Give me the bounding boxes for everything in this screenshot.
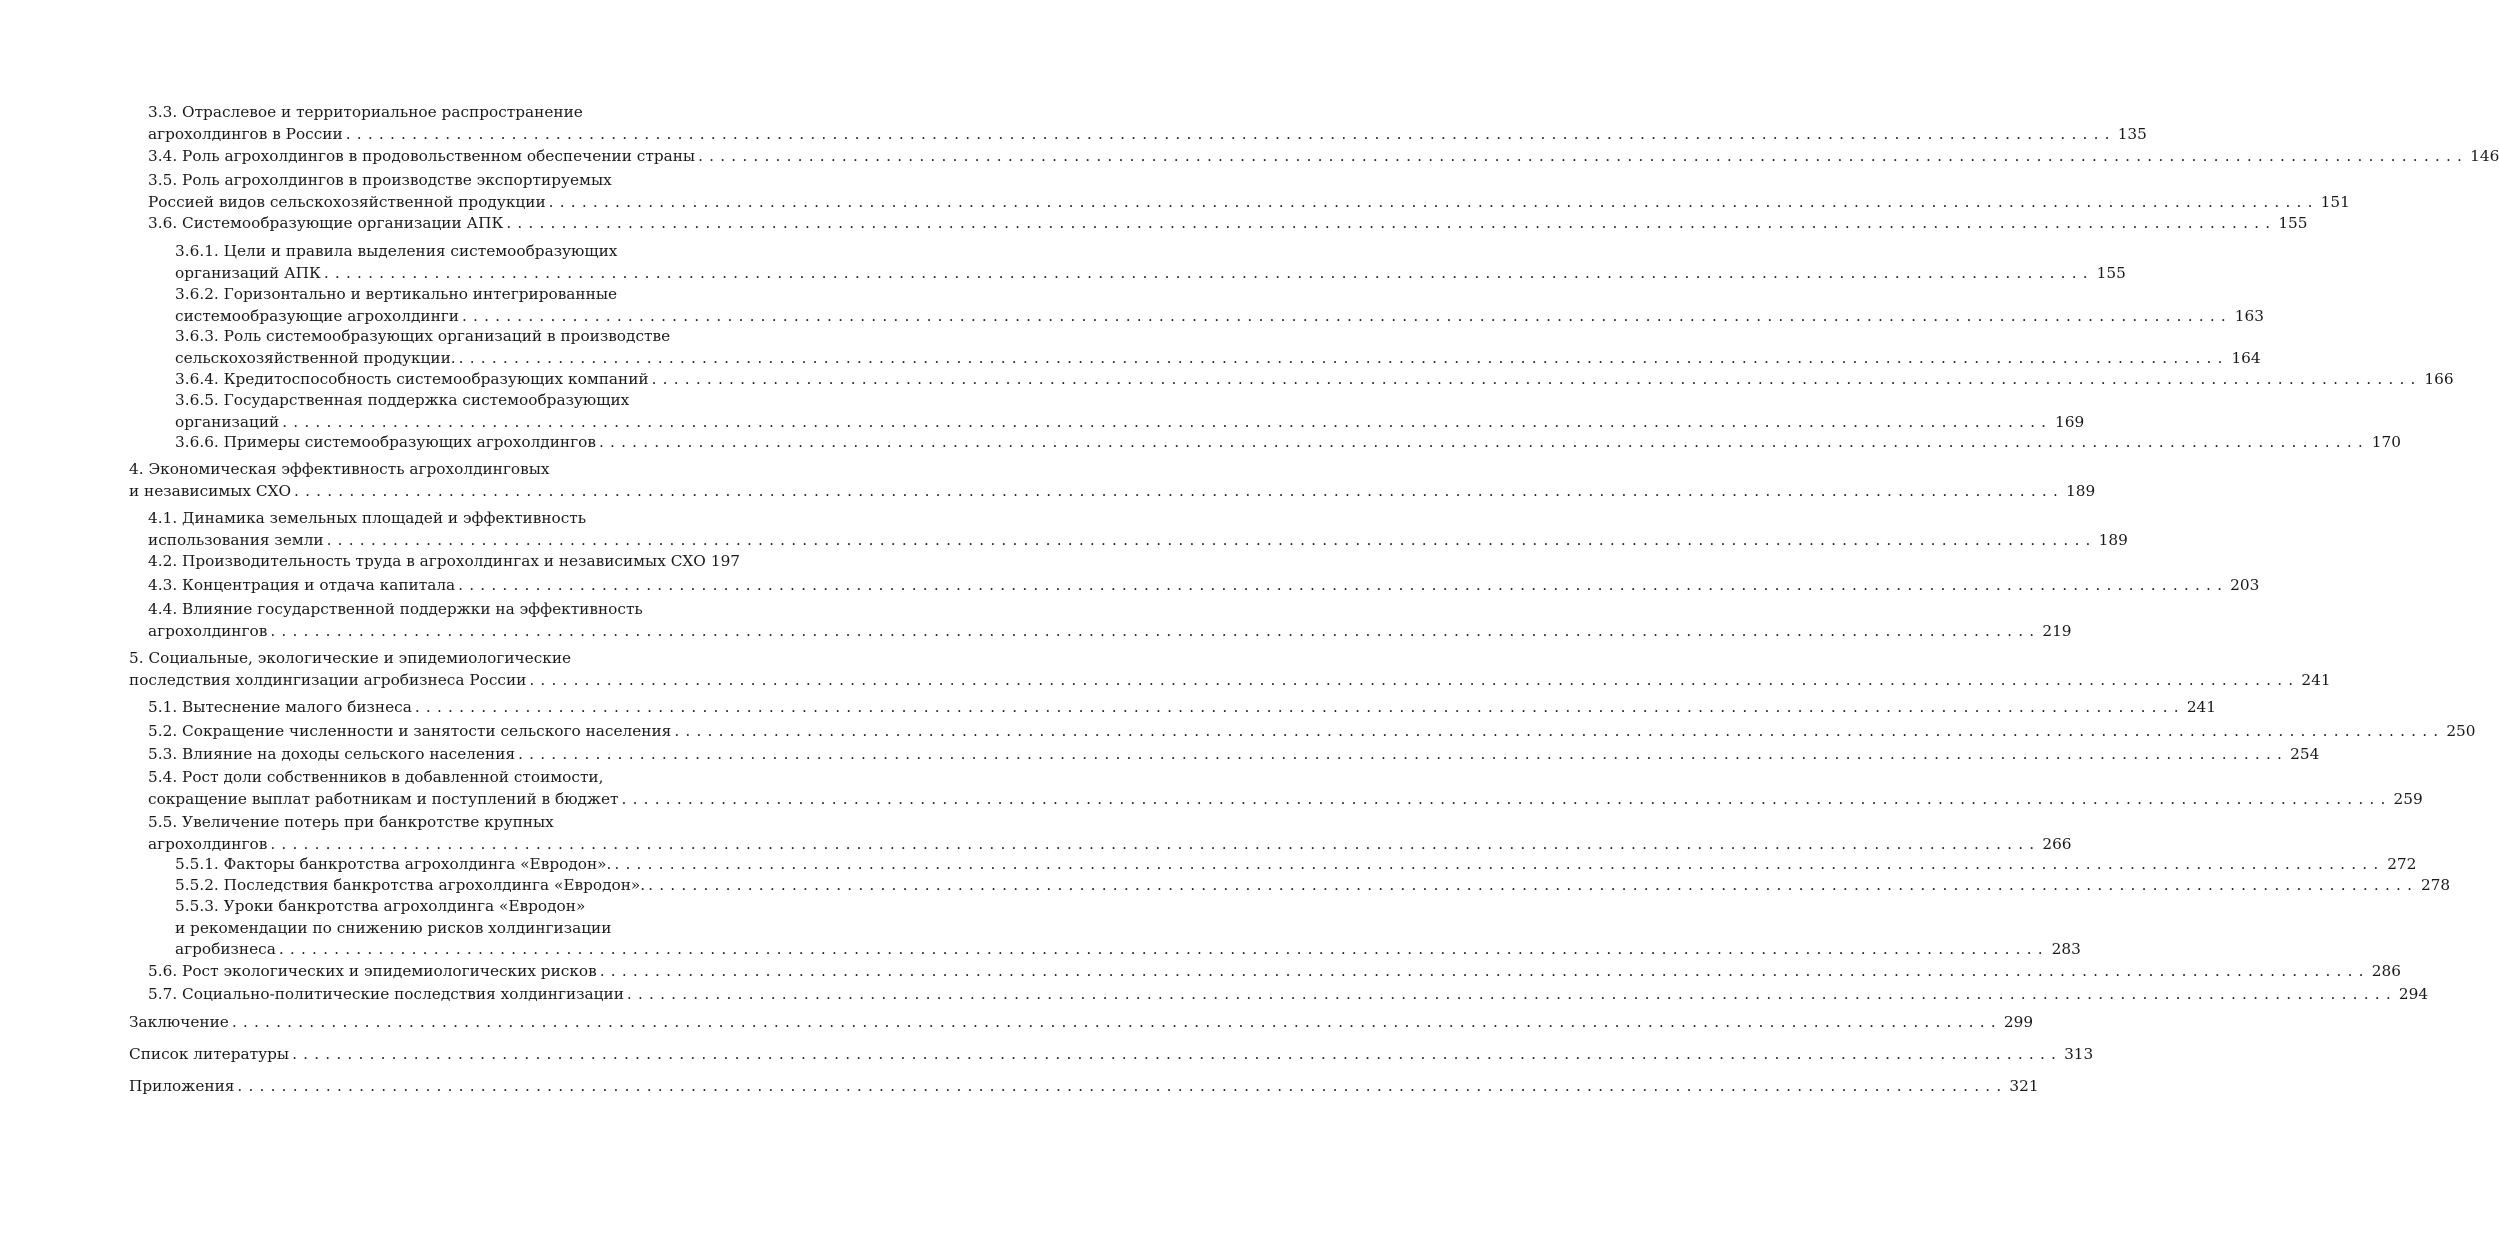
dot-leader: ................................................................................................................................................................ (598, 433, 2369, 451)
page-number: 241 (2186, 698, 2217, 716)
dot-leader: ................................................................................................................................................................ (648, 876, 2419, 894)
toc-entry-title: и независимых СХО (129, 481, 292, 500)
toc-entry-title-line: 3.5. Роль агрохолдингов в производстве экспортируемых (148, 171, 612, 189)
dot-leader: ................................................................................................................................................................ (462, 306, 2232, 325)
page-number: 250 (2446, 722, 2476, 740)
page-number: 189 (2098, 530, 2128, 549)
toc-entry-title: Заключение (129, 1013, 229, 1031)
dot-leader: ................................................................................................................................................................ (458, 348, 2229, 367)
toc-entry-3-3[interactable] (148, 102, 2147, 145)
page-number: 170 (2371, 433, 2401, 451)
page-number: 299 (2003, 1013, 2034, 1031)
dot-leader: ................................................................................................................................................................ (278, 940, 2049, 958)
dot-leader: ................................................................................................................................................................ (529, 670, 2300, 689)
dot-leader: ................................................................................................................................................................ (626, 985, 2397, 1003)
page-number: 286 (2371, 962, 2401, 980)
toc-entry-bibliography[interactable] (129, 1044, 2094, 1066)
page-number: 278 (2420, 876, 2451, 894)
toc-entry-title-line: 3.6.2. Горизонтально и вертикально интегрированные (175, 285, 618, 303)
toc-entry-title: использования земли (148, 530, 324, 549)
toc-entry-5-4[interactable] (148, 767, 2423, 810)
toc-entry-title: 4.3. Концентрация и отдача капитала (148, 576, 456, 594)
toc-entry-4-4[interactable] (148, 599, 2072, 642)
toc-entry-3-4[interactable] (148, 146, 2499, 168)
toc-entry-3-5[interactable] (148, 170, 2350, 213)
page-number: 135 (2117, 124, 2147, 143)
toc-entry-5-5-3[interactable] (175, 896, 2081, 961)
toc-entry-title: сокращение выплат работникам и поступлений в бюджет (148, 789, 619, 808)
page-number: 166 (2424, 370, 2454, 388)
toc-entry-title: 3.6.4. Кредитоспособность системообразующих компаний (175, 370, 649, 388)
toc-entry-title: агрохолдингов в России (148, 124, 343, 143)
toc-entry-appendices[interactable] (129, 1076, 2039, 1098)
dot-leader: ................................................................................................................................................................ (651, 370, 2422, 388)
toc-entry-title-line: 3.6.5. Государственная поддержка системообразующих (175, 391, 630, 409)
dot-leader: ................................................................................................................................................................ (674, 722, 2445, 740)
page-number: 266 (2042, 834, 2072, 853)
dot-leader: ................................................................................................................................................................ (231, 1013, 2002, 1031)
page-number: 283 (2051, 940, 2081, 958)
toc-entry-title-line: и рекомендации по снижению рисков холдингизации (175, 918, 612, 937)
dot-leader: ................................................................................................................................................................ (599, 962, 2370, 980)
dot-leader: ................................................................................................................................................................ (621, 789, 2392, 808)
dot-leader: ................................................................................................................................................................ (614, 855, 2385, 873)
toc-entry-5-6[interactable] (148, 961, 2401, 983)
dot-leader: ................................................................................................................................................................ (294, 481, 2065, 500)
toc-entry-title: 5.7. Социально-политические последствия холдингизации (148, 985, 624, 1003)
dot-leader: ................................................................................................................................................................ (345, 124, 2116, 143)
toc-entry-title-line: 5.5. Увеличение потерь при банкротстве крупных (148, 813, 554, 831)
page-number: 203 (2230, 576, 2260, 594)
toc-entry-title: 5.5.1. Факторы банкротства агрохолдинга «Евродон». (175, 855, 612, 873)
toc-entry-3-6-5[interactable] (175, 390, 2085, 433)
toc-entry-4-1[interactable] (148, 508, 2128, 551)
page-number: 259 (2393, 789, 2423, 808)
dot-leader: ................................................................................................................................................................ (518, 745, 2289, 763)
toc-entry-title: 5.3. Влияние на доходы сельского населения (148, 745, 516, 763)
page-number: 197 (710, 552, 741, 570)
toc-entry-title: 5.2. Сокращение численности и занятости сельского населения (148, 722, 672, 740)
toc-entry-5-5-2[interactable] (175, 875, 2451, 897)
page-number: 146 (2470, 147, 2499, 165)
dot-leader: ................................................................................................................................................................ (270, 621, 2041, 640)
dot-leader: ................................................................................................................................................................ (698, 147, 2469, 165)
toc-entry-3-6-6[interactable] (175, 432, 2401, 454)
toc-entry-4-3[interactable] (148, 575, 2260, 597)
toc-entry-title-line: 5.4. Рост доли собственников в добавленной стоимости, (148, 768, 604, 786)
dot-leader: ................................................................................................................................................................ (414, 698, 2185, 716)
dot-leader: ................................................................................................................................................................ (506, 214, 2277, 232)
toc-entry-title-line: 4.1. Динамика земельных площадей и эффективность (148, 509, 587, 527)
toc-entry-3-6-4[interactable] (175, 369, 2454, 391)
toc-entry-title: Приложения (129, 1077, 235, 1095)
dot-leader: ................................................................................................................................................................ (458, 576, 2229, 594)
page-number: 272 (2387, 855, 2417, 873)
toc-entry-title: 3.4. Роль агрохолдингов в продовольственном обеспечении страны (148, 147, 696, 165)
page-number: 294 (2398, 985, 2429, 1003)
toc-entry-5-3[interactable] (148, 744, 2320, 766)
toc-entry-title: Россией видов сельскохозяйственной продукции (148, 192, 546, 211)
toc-entry-title: 3.6.6. Примеры системообразующих агрохолдингов (175, 433, 596, 451)
toc-entry-3-6[interactable] (148, 213, 2308, 235)
page-number: 164 (2231, 348, 2261, 367)
toc-entry-4[interactable] (129, 459, 2096, 502)
toc-entry-title: организаций АПК (175, 263, 321, 282)
toc-entry-5[interactable] (129, 648, 2331, 691)
toc-entry-3-6-1[interactable] (175, 241, 2126, 284)
dot-leader: ................................................................................................................................................................ (282, 412, 2053, 431)
toc-entry-title: агрохолдингов (148, 621, 268, 640)
toc-entry-title: 4.2. Производительность труда в агрохолдингах и независимых СХО (148, 552, 706, 570)
dot-leader: ................................................................................................................................................................ (292, 1045, 2063, 1063)
toc-entry-5-1[interactable] (148, 697, 2217, 719)
dot-leader: ................................................................................................................................................................ (237, 1077, 2008, 1095)
toc-entry-title: агрохолдингов (148, 834, 268, 853)
toc-entry-title-line: 3.3. Отраслевое и территориальное распространение (148, 103, 583, 121)
page-number: 321 (2009, 1077, 2039, 1095)
toc-entry-title: сельскохозяйственной продукции. (175, 348, 456, 367)
toc-entry-title-line: 3.6.1. Цели и правила выделения системообразующих (175, 242, 618, 260)
toc-entry-title-line: 4. Экономическая эффективность агрохолдинговых (129, 460, 550, 478)
page-number: 189 (2066, 481, 2096, 500)
toc-entry-title-line: 4.4. Влияние государственной поддержки на эффективность (148, 600, 643, 618)
toc-entry-5-7[interactable] (148, 984, 2429, 1006)
page-number: 313 (2064, 1045, 2094, 1063)
page-number: 163 (2234, 306, 2264, 325)
toc-entry-3-6-2[interactable] (175, 284, 2264, 327)
toc-entry-title: 5.5.2. Последствия банкротства агрохолдинга «Евродон». (175, 876, 646, 894)
dot-leader: ................................................................................................................................................................ (548, 192, 2319, 211)
page-number: 254 (2290, 745, 2320, 763)
toc-entry-title: 5.6. Рост экологических и эпидемиологических рисков (148, 962, 597, 980)
dot-leader: ................................................................................................................................................................ (326, 530, 2097, 549)
toc-entry-title: организаций (175, 412, 280, 431)
toc-entry-3-6-3[interactable] (175, 326, 2261, 369)
toc-entry-title: 3.6. Системообразующие организации АПК (148, 214, 504, 232)
page-number: 151 (2320, 192, 2350, 211)
toc-entry-conclusion[interactable] (129, 1012, 2034, 1034)
toc-entry-title: 5.1. Вытеснение малого бизнеса (148, 698, 412, 716)
toc-entry-title: системообразующие агрохолдинги (175, 306, 459, 325)
toc-entry-title: Список литературы (129, 1045, 290, 1063)
toc-entry-title-line: 5.5.3. Уроки банкротства агрохолдинга «Евродон» (175, 897, 586, 915)
page-number: 241 (2301, 670, 2331, 689)
toc-entry-title: последствия холдингизации агробизнеса России (129, 670, 527, 689)
toc-entry-5-5[interactable] (148, 812, 2072, 855)
page-number: 155 (2278, 214, 2308, 232)
dot-leader: ................................................................................................................................................................ (270, 834, 2041, 853)
toc-entry-5-5-1[interactable] (175, 854, 2417, 876)
dot-leader: ................................................................................................................................................................ (323, 263, 2094, 282)
toc-entry-5-2[interactable] (148, 721, 2476, 743)
toc-entry-title-line: 5. Социальные, экологические и эпидемиологические (129, 649, 572, 667)
page-number: 169 (2055, 412, 2085, 431)
toc-entry-title-line: 3.6.3. Роль системообразующих организаций в производстве (175, 327, 671, 345)
page-number: 219 (2042, 621, 2072, 640)
toc-entry-title: агробизнеса (175, 940, 276, 958)
page-number: 155 (2096, 263, 2126, 282)
toc-entry-4-2[interactable] (148, 551, 741, 573)
